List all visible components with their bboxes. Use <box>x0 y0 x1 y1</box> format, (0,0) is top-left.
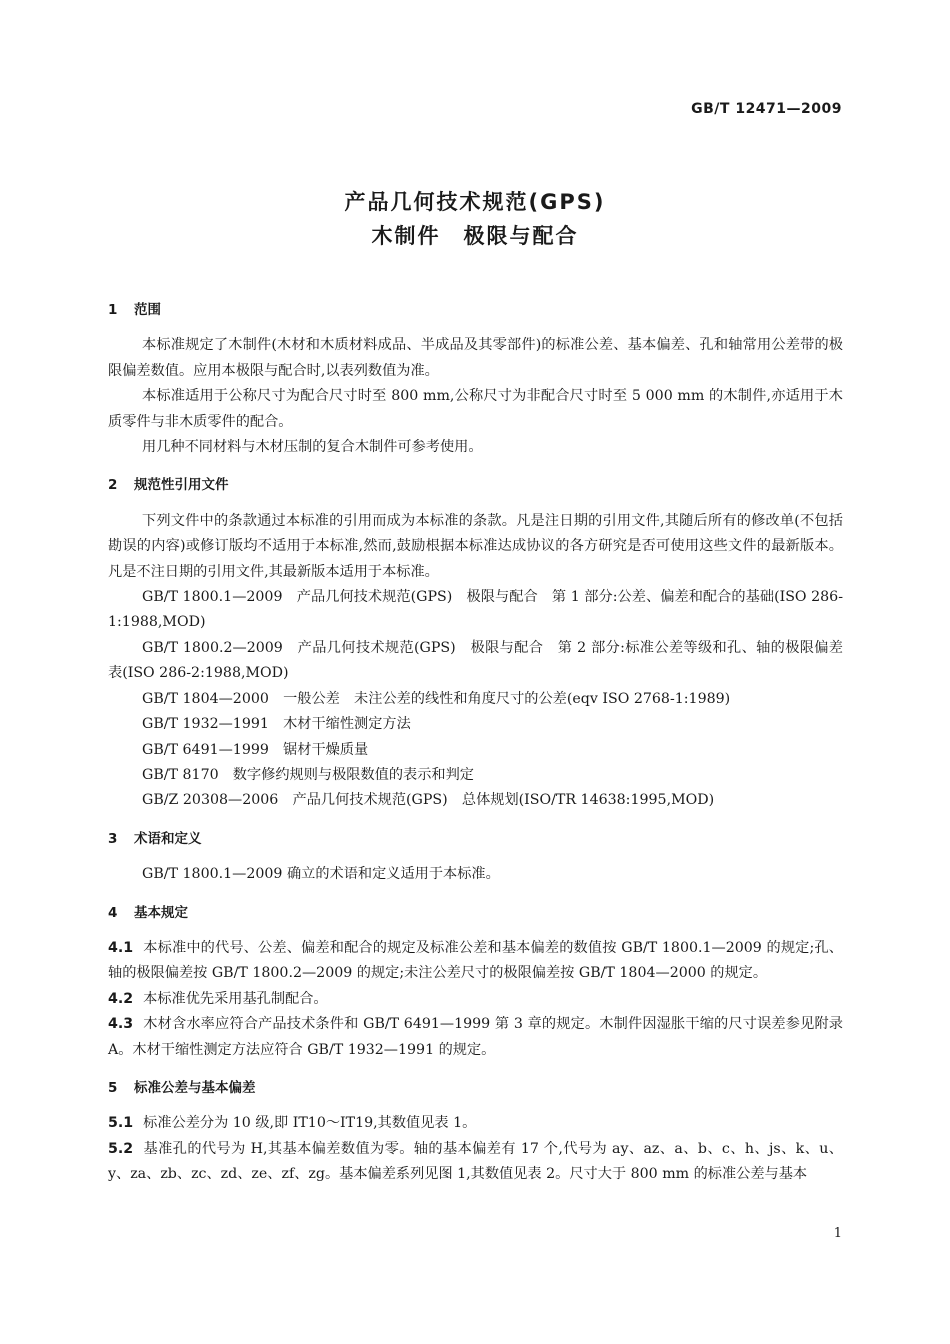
reference-item: GB/T 6491—1999 锯材干燥质量 <box>142 741 369 758</box>
reference-item: GB/T 1800.2—2009 产品几何技术规范(GPS) 极限与配合 第 2 部分:标准公差等级和孔、轴的极限偏差表(ISO 286-2:1988,MOD) <box>108 639 843 682</box>
clause-5-2 <box>108 1137 843 1188</box>
clause-4-3 <box>108 1012 843 1063</box>
reference-item: GB/T 1804—2000 一般公差 未注公差的线性和角度尺寸的公差(eqv ISO 2768-1:1989) <box>142 690 731 707</box>
section-title: 规范性引用文件 <box>134 477 229 494</box>
section-number: 5 <box>108 1079 118 1096</box>
paragraph: 用几种不同材料与木材压制的复合木制件可参考使用。 <box>142 439 483 456</box>
section-4-heading <box>108 901 843 926</box>
section-number: 2 <box>108 477 118 494</box>
clause-5-1 <box>108 1111 843 1136</box>
document-body <box>108 298 843 1188</box>
clause-text: 木材含水率应符合产品技术条件和 GB/T 6491—1999 第 3 章的规定。木制件因湿胀干缩的尺寸误差参见附录 A。木材干缩性测定方法应符合 GB/T 1932—1991 的规定。 <box>108 1016 843 1058</box>
clause-number: 4.3 <box>108 1016 134 1033</box>
document-title-line-1: 产品几何技术规范(GPS) <box>344 190 606 214</box>
clause-text: 本标准中的代号、公差、偏差和配合的规定及标准公差和基本偏差的数值按 GB/T 1800.1—2009 的规定;孔、轴的极限偏差按 GB/T 1800.2—2009 的规定;未注公差尺寸的极限偏差按 GB/T 1804—2000 的规定。 <box>108 939 843 982</box>
section-title: 标准公差与基本偏差 <box>134 1079 256 1096</box>
clause-text: 标准公差分为 10 级,即 IT10～IT19,其数值见表 1。 <box>143 1115 477 1132</box>
paragraph: GB/T 1800.1—2009 确立的术语和定义适用于本标准。 <box>142 866 500 883</box>
section-title: 范围 <box>134 302 161 318</box>
reference-list <box>108 585 843 814</box>
clause-text: 本标准优先采用基孔制配合。 <box>143 990 328 1007</box>
document-title-line-2: 木制件 极限与配合 <box>371 224 579 248</box>
reference-item: GB/T 1932—1991 木材干缩性测定方法 <box>142 716 411 733</box>
page-number: 1 <box>833 1226 842 1241</box>
clause-number: 4.1 <box>108 939 134 956</box>
standard-number: GB/T 12471—2009 <box>691 101 842 117</box>
clause-number: 5.2 <box>108 1140 134 1157</box>
section-number: 3 <box>108 830 118 847</box>
paragraph: 下列文件中的条款通过本标准的引用而成为本标准的条款。凡是注日期的引用文件,其随后所有的修改单(不包括勘误的内容)或修订版均不适用于本标准,然而,鼓励根据本标准达成协议的各方研究是否可使用这些文件的最新版本。凡是不注日期的引用文件,其最新版本适用于本标准。 <box>108 512 843 580</box>
paragraph: 本标准适用于公称尺寸为配合尺寸时至 800 mm,公称尺寸为非配合尺寸时至 5 000 mm 的木制件,亦适用于木质零件与非木质零件的配合。 <box>108 388 843 430</box>
section-3-heading <box>108 827 843 852</box>
section-number: 1 <box>108 302 118 318</box>
section-title: 基本规定 <box>134 904 188 921</box>
reference-item: GB/T 1800.1—2009 产品几何技术规范(GPS) 极限与配合 第 1 部分:公差、偏差和配合的基础(ISO 286-1:1988,MOD) <box>108 589 843 631</box>
clause-number: 5.1 <box>108 1115 134 1132</box>
section-1-heading <box>108 298 843 323</box>
section-title: 术语和定义 <box>134 830 202 847</box>
clause-number: 4.2 <box>108 990 134 1007</box>
section-5-heading <box>108 1076 843 1101</box>
reference-item: GB/Z 20308—2006 产品几何技术规范(GPS) 总体规划(ISO/TR 14638:1995,MOD) <box>142 792 715 809</box>
paragraph: 本标准规定了木制件(木材和木质材料成品、半成品及其零部件)的标准公差、基本偏差、孔和轴常用公差带的极限偏差数值。应用本极限与配合时,以表列数值为准。 <box>108 337 843 379</box>
section-2-heading <box>108 473 843 498</box>
clause-text: 基准孔的代号为 H,其基本偏差数值为零。轴的基本偏差有 17 个,代号为 ay、az、a、b、c、h、js、k、u、y、za、zb、zc、zd、ze、zf、zg。基本偏差系列见图 1,其数值见表 2。尺寸大于 800 mm 的标准公差与基本 <box>108 1140 843 1183</box>
section-number: 4 <box>108 904 118 921</box>
clause-4-2 <box>108 987 843 1012</box>
clause-4-1 <box>108 936 843 987</box>
reference-item: GB/T 8170 数字修约规则与极限数值的表示和判定 <box>142 766 474 783</box>
